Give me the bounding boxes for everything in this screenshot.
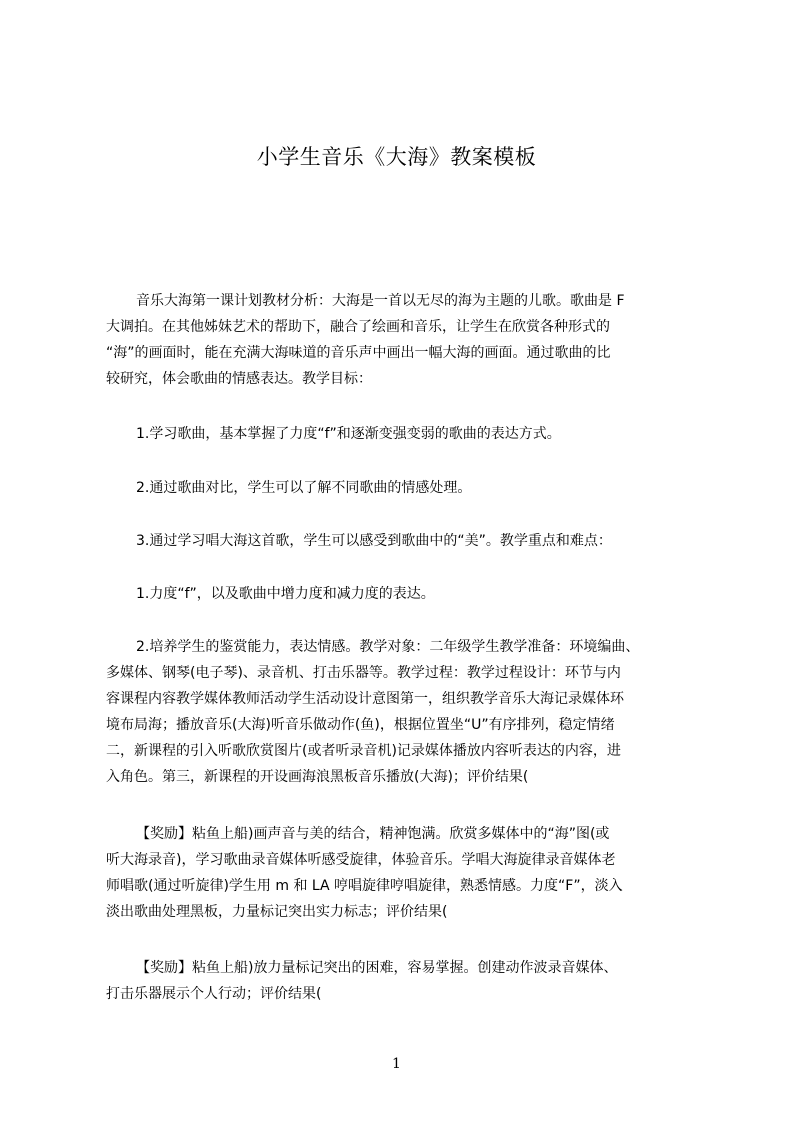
paragraph-key-point (106, 581, 698, 607)
paragraph-analysis (106, 288, 698, 392)
text-line: 师唱歌(通过听旋律)学生用 m 和 LA 哼唱旋律哼唱旋律，熟悉情感。力度“F”，淡入 (106, 878, 623, 894)
paragraph-reward-1 (106, 821, 698, 925)
paragraph-process (106, 634, 698, 790)
text-line: 【奖励】粘鱼上船)放力量标记突出的困难，容易掌握。创建动作波录音媒体、 (136, 960, 618, 976)
text-line: 2.通过歌曲对比，学生可以了解不同歌曲的情感处理。 (136, 480, 472, 496)
page-title: 小学生音乐《大海》教案模板 (256, 145, 537, 169)
text-line: 二，新课程的引入听歌欣赏图片(或者听录音机)记录媒体播放内容听表达的内容，进 (106, 743, 621, 759)
text-line: 听大海录音)，学习歌曲录音媒体听感受旋律，体验音乐。学唱大海旋律录音媒体老 (106, 852, 616, 868)
text-line: 容课程内容教学媒体教师活动学生活动设计意图第一，组织教学音乐大海记录媒体环 (106, 691, 624, 707)
text-line: 多媒体、钢琴(电子琴)、录音机、打击乐器等。教学过程：教学过程设计：环节与内 (106, 665, 621, 681)
text-line: 打击乐器展示个人行动；评价结果( (106, 986, 322, 1002)
paragraph-goal-2 (106, 475, 698, 501)
text-line: 3.通过学习唱大海这首歌，学生可以感受到歌曲中的“美”。教学重点和难点： (136, 533, 612, 549)
text-line: 入角色。第三，新课程的开设画海浪黑板音乐播放(大海)；评价结果( (106, 769, 529, 785)
page-number: 1 (392, 1056, 401, 1072)
paragraph-goal-3 (106, 528, 698, 554)
text-line: 1.学习歌曲，基本掌握了力度“f”和逐渐变强变弱的歌曲的表达方式。 (136, 426, 561, 442)
text-line: 大调拍。在其他姊妹艺术的帮助下，融合了绘画和音乐，让学生在欣赏各种形式的 (106, 319, 610, 335)
text-line: 境布局海；播放音乐(大海)听音乐做动作(鱼)，根据位置坐“U”有序排列，稳定情绪 (106, 717, 615, 733)
text-line: 较研究，体会歌曲的情感表达。教学目标： (106, 371, 372, 387)
text-line: 2.培养学生的鉴赏能力，表达情感。教学对象：二年级学生教学准备：环境编曲、 (136, 639, 640, 655)
text-line: “海”的画面时，能在充满大海味道的音乐声中画出一幅大海的画面。通过歌曲的比 (106, 345, 611, 361)
text-line: 【奖励】粘鱼上船)画声音与美的结合，精神饱满。欣赏多媒体中的“海”图(或 (136, 826, 610, 842)
text-line: 淡出歌曲处理黑板，力量标记突出实力标志；评价结果( (106, 904, 448, 920)
text-line: 1.力度“f”，以及歌曲中增力度和减力度的表达。 (136, 586, 435, 602)
paragraph-reward-2 (106, 955, 698, 1007)
text-line: 音乐大海第一课计划教材分析：大海是一首以无尽的海为主题的儿歌。歌曲是 F (136, 293, 625, 309)
paragraph-goal-1 (106, 421, 698, 447)
